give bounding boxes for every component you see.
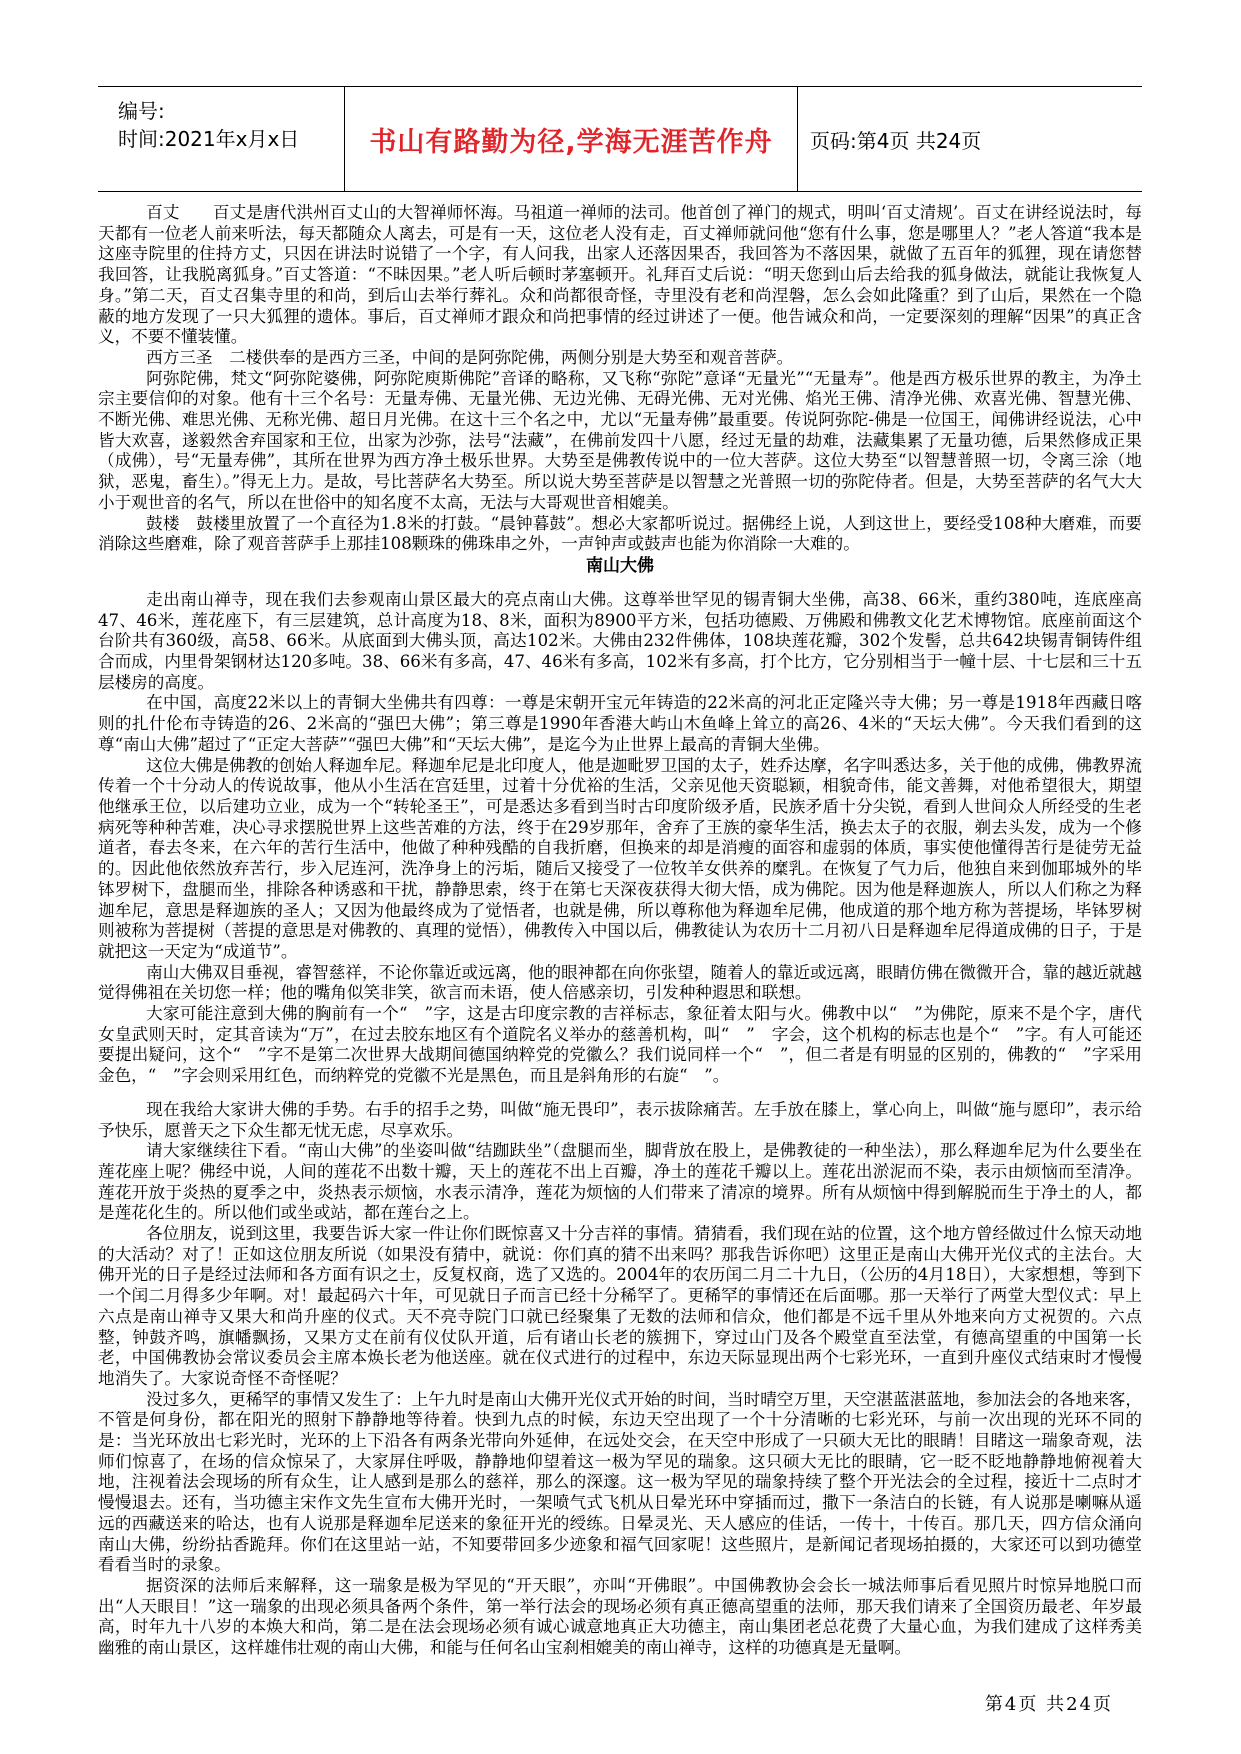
paragraph: 走出南山禅寺，现在我们去参观南山景区最大的亮点南山大佛。这尊举世罕见的锡青铜大坐佛，高38、66米，重约380吨，连底座高47、46米，莲花座下，有三层建筑，总计高度为18、8米，面积为8900平方米，包括功德殿、万佛殿和佛教文化艺术博物馆。底座前面这个台阶共有360级，高58、66米。从底面到大佛头顶，高达102米。大佛由232件佛体，108块莲花瓣，302个发髻，总共642块锡青铜铸件组合而成，内里骨架钢材达120多吨。38、66米有多高，47、46米有多高，102米有多高，打个比方，它分别相当于一幢十层、十七层和三十五层楼房的高度。	[98, 589, 1142, 692]
paragraph: 鼓楼 鼓楼里放置了一个直径为1.8米的打鼓。“晨钟暮鼓”。想必大家都听说过。据佛经上说，人到这世上，要经受108种大磨难，而要消除这些磨难，除了观音菩萨手上那挂108颗珠的佛珠串之外，一声钟声或鼓声也能为你消除一大难的。	[98, 513, 1142, 554]
paragraph: 这位大佛是佛教的创始人释迦牟尼。释迦牟尼是北印度人，他是迦毗罗卫国的太子，姓乔达摩，名字叫悉达多，关于他的成佛，佛教界流传着一个十分动人的传说故事，他从小生活在宫廷里，过着十分优裕的生活，父亲见他天资聪颖，相貌奇伟，能文善舞，对他希望很大，期望他继承王位，以后建功立业，成为一个“转轮圣王”，可是悉达多看到当时古印度阶级矛盾，民族矛盾十分尖锐，看到人世间众人所经受的生老病死等种种苦难，决心寻求摆脱世界上这些苦难的方法，终于在29岁那年，舍弃了王族的豪华生活，换去太子的衣服，剃去头发，成为一个修道者，春去冬来，在六年的苦行生活中，他做了种种残酷的自我折磨，但换来的却是消瘦的面容和虚弱的体质，事实使他懂得苦行是徒劳无益的。因此他依然放弃苦行，步入尼连河，洗净身上的污垢，随后又接受了一位牧羊女供养的糜乳。在恢复了气力后，他独自来到伽耶城外的毕钵罗树下，盘腿而坐，排除各种诱惑和干扰，静静思索，终于在第七天深夜获得大彻大悟，成为佛陀。因为他是释迦族人，所以人们称之为释迦牟尼，意思是释迦族的圣人；又因为他最终成为了觉悟者，也就是佛，所以尊称他为释迦牟尼佛，他成道的那个地方称为菩提场，毕钵罗树则被称为菩提树（菩提的意思是对佛教的、真理的觉悟），佛教传入中国以后，佛教徒认为农历十二月初八日是释迦牟尼得道成佛的日子，于是就把这一天定为“成道节”。	[98, 755, 1142, 961]
paragraph: 西方三圣 二楼供奉的是西方三圣，中间的是阿弥陀佛，两侧分别是大势至和观音菩萨。	[146, 347, 794, 367]
paragraph: 没过多久，更稀罕的事情又发生了：上午九时是南山大佛开光仪式开始的时间，当时晴空万里，天空湛蓝湛蓝地，参加法会的各地来客，不管是何身份，都在阳光的照射下静静地等待着。快到九点的时候，东边天空出现了一个十分清晰的七彩光环，与前一次出现的光环不同的是：当光环放出七彩光时，光环的上下沿各有两条光带向外延伸，在远处交会，在天空中形成了一只硕大无比的眼睛！目睹这一瑞象奇观，法师们惊喜了，在场的信众惊呆了，大家屏住呼吸，静静地仰望着这一极为罕见的瑞象。这只硕大无比的眼睛，它一眨不眨地静静地俯视着大地，注视着法会现场的所有众生，让人感到是那么的慈祥，那么的深邃。这一极为罕见的瑞象持续了整个开光法会的全过程，接近十二点时才慢慢退去。还有，当功德主宋作文先生宣布大佛开光时，一架喷气式飞机从日晕光环中穿插而过，撒下一条洁白的长链，有人说那是喇嘛从遥远的西藏送来的哈达，也有人说那是释迦牟尼送来的象征开光的绶练。日晕灵光、天人感应的佳话，一传十，十传百。那几天，四方信众涌向南山大佛，纷纷拈香跪拜。你们在这里站一站，不知要带回多少迹象和福气回家呢！这些照片，是新闻记者现场拍摄的，大家还可以到功德堂看看当时的录象。	[98, 1389, 1142, 1575]
paragraph: 在中国，高度22米以上的青铜大坐佛共有四尊：一尊是宋朝开宝元年铸造的22米高的河北正定隆兴寺大佛；另一尊是1918年西藏日喀则的扎什伦布寺铸造的26、2米高的“强巴大佛”；第三尊是1990年香港大屿山木鱼峰上耸立的高26、4米的“天坛大佛”。今天我们看到的这尊“南山大佛”超过了“正定大菩萨”“强巴大佛”和“天坛大佛”，是迄今为止世界上最高的青铜大坐佛。	[98, 693, 1142, 754]
paragraph: 南山大佛双目垂视，睿智慈祥，不论你靠近或远离，他的眼神都在向你张望，随着人的靠近或远离，眼睛仿佛在微微开合，靠的越近就越觉得佛祖在关切您一样；他的嘴角似笑非笑，欲言而未语，使人倍感亲切，引发种种遐思和联想。	[98, 962, 1142, 1003]
paragraph: 各位朋友，说到这里，我要告诉大家一件让你们既惊喜又十分吉祥的事情。猜猜看，我们现在站的位置，这个地方曾经做过什么惊天动地的大活动？对了！正如这位朋友所说（如果没有猜中，就说：你们真的猜不出来吗？那我告诉你吧）这里正是南山大佛开光仪式的主法台。大佛开光的日子是经过法师和各方面有识之士，反复权商，选了又选的。2004年的农历闰二月二十九日，（公历的4月18日），大家想想，等到下一个闰二月得多少年啊。对！最起码六十年，可见就日子而言已经十分稀罕了。更稀罕的事情还在后面哪。那一天举行了两堂大型仪式：早上六点是南山禅寺又果大和尚升座的仪式。天不亮寺院门口就已经聚集了无数的法师和信众，他们都是不远千里从外地来向方丈祝贺的。六点整，钟鼓齐鸣，旗幡飘扬，又果方丈在前有仪仗队开道，后有诸山长老的簇拥下，穿过山门及各个殿堂直至法堂，有德高望重的中国第一长老，中国佛教协会常议委员会主席本焕长老为他送座。就在仪式进行的过程中，东边天际显现出两个七彩光环，一直到升座仪式结束时才慢慢地消失了。大家说奇怪不奇怪呢？	[98, 1224, 1142, 1388]
header-page-number: 页码:第4页 共24页	[810, 128, 982, 153]
document-time-label: 时间:2021年x月x日	[118, 127, 300, 151]
paragraph: 百丈 百丈是唐代洪州百丈山的大智禅师怀海。马祖道一禅师的法司。他首创了禅门的规式，明叫‘百丈清规’。百丈在讲经说法时，每天都有一位老人前来听法，每天都随众人离去，可是有一天，这位老人没有走，百丈禅师就问他“您有什么事，您是哪里人？”老人答道“我本是这座寺院里的住持方丈，只因在讲法时说错了一个字，有人问我，出家人还落因果否，我回答为不落因果，就做了五百年的狐狸，现在请您替我回答，让我脱离狐身。”百丈答道：“不昧因果。”老人听后顿时茅塞顿开。礼拜百丈后说：“明天您到山后去给我的狐身做法，就能让我恢复人身。”第二天，百丈召集寺里的和尚，到后山去举行葬礼。众和尚都很奇怪，寺里没有老和尚涅磐，怎么会如此隆重？到了山后，果然在一个隐蔽的地方发现了一只大狐狸的遗体。事后，百丈禅师才跟众和尚把事情的经过讲述了一便。他告诫众和尚，一定要深刻的理解“因果”的真正含义，不要不懂装懂。	[98, 203, 1142, 347]
header-meta	[98, 87, 345, 191]
paragraph: 现在我给大家讲大佛的手势。右手的招手之势，叫做“施无畏印”，表示拔除痛苦。左手放在膝上，掌心向上，叫做“施与愿印”，表示给予快乐，愿普天之下众生都无忧无虑，尽享欢乐。	[98, 1099, 1142, 1140]
document-body	[98, 203, 1142, 1659]
paragraph: 请大家继续往下看。“南山大佛”的坐姿叫做“结跏趺坐”（盘腿而坐，脚背放在股上，是佛教徒的一种坐法），那么释迦牟尼为什么要坐在莲花座上呢？佛经中说，人间的莲花不出数十瓣，天上的莲花不出上百瓣，净土的莲花千瓣以上。莲花出淤泥而不染，表示由烦恼而至清净。莲花开放于炎热的夏季之中，炎热表示烦恼，水表示清净，莲花为烦恼的人们带来了清凉的境界。所有从烦恼中得到解脱而生于净土的人，都是莲花化生的。所以他们或坐或站，都在莲台之上。	[98, 1141, 1142, 1223]
paragraph: 大家可能注意到大佛的胸前有一个“ ”字，这是古印度宗教的吉祥标志，象征着太阳与火。佛教中以“ ”为佛陀，原来不是个字，唐代女皇武则天时，定其音读为“万”，在过去胶东地区有个道院名义举办的慈善机构，叫“ ” 字会，这个机构的标志也是个“ ”字。有人可能还要提出疑问，这个“ ”字不是第二次世界大战期间德国纳粹党的党徽么？我们说同样一个“ ”，但二者是有明显的区别的，佛教的“ ”字采用金色，“ ”字会则采用红色，而纳粹党的党徽不光是黑色，而且是斜角形的右旋“ ”。	[98, 1004, 1142, 1086]
paragraph: 据资深的法师后来解释，这一瑞象是极为罕见的“开天眼”，亦叫“开佛眼”。中国佛教协会会长一城法师事后看见照片时惊异地脱口而出“人天眼目！”这一瑞象的出现必须具备两个条件，第一举行法会的现场必须有真正德高望重的法师，那天我们请来了全国资历最老、年岁最高，时年九十八岁的本焕大和尚，第二是在法会现场必须有诚心诚意地真正大功德主，南山集团老总花费了大量心血，为我们建成了这样秀美幽雅的南山景区，这样雄伟壮观的南山大佛，和能与任何名山宝刹相媲美的南山禅寺，这样的功德真是无量啊。	[98, 1576, 1142, 1658]
section-title: 南山大佛	[586, 555, 654, 576]
section-gap	[98, 577, 1142, 590]
page-footer: 第4页 共24页	[984, 1694, 1113, 1715]
document-number-label: 编号:	[118, 99, 165, 123]
header-motto: 书山有路勤为径,学海无涯苦作舟	[345, 87, 798, 191]
paragraph: 阿弥陀佛，梵文“阿弥陀婆佛，阿弥陀庾斯佛陀”音译的略称，又飞称“弥陀”意译“无量光”“无量寿”。他是西方极乐世界的教主，为净土宗主要信仰的对象。他有十三个名号：无量寿佛、无量光佛、无边光佛、无碍光佛、无对光佛、焰光王佛、清净光佛、欢喜光佛、智慧光佛、不断光佛、难思光佛、无称光佛、超日月光佛。在这十三个名之中，尤以“无量寿佛”最重要。传说阿弥陀-佛是一位国王，闻佛讲经说法，心中皆大欢喜，遂毅然舍弃国家和王位，出家为沙弥，法号“法藏”，在佛前发四十八愿，经过无量的劫难，法藏集累了无量功德，后果然修成正果（成佛），号“无量寿佛”，其所在世界为西方净土极乐世界。大势至是佛教传说中的一位大菩萨。这位大势至“以智慧普照一切，令离三涂（地狱，恶鬼，畜生）。”得无上力。是故，号比菩萨名大势至。所以说大势至菩萨是以智慧之光普照一切的弥陀侍者。但是，大势至菩萨的名气大大小于观世音的名气，所以在世俗中的知名度不太高，无法与大哥观世音相媲美。	[98, 368, 1142, 512]
section-gap	[98, 1087, 1142, 1100]
page-header	[98, 86, 1142, 192]
